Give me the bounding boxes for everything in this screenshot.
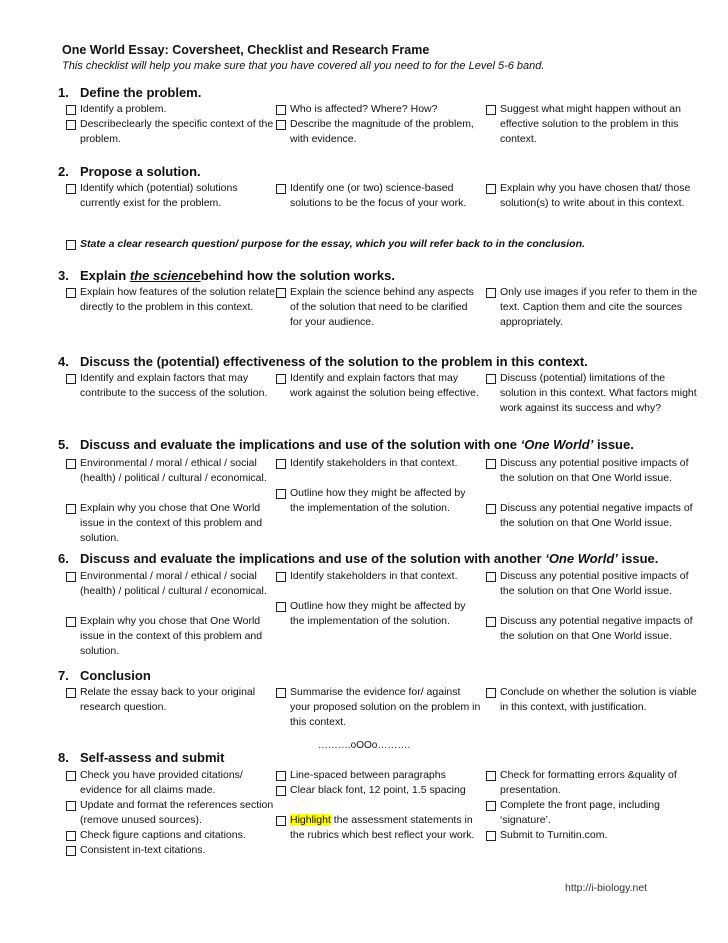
section-4-heading: 4. Discuss the (potential) effectiveness of the solution to the problem in this context. xyxy=(58,354,588,369)
section-2-heading: 2. Propose a solution. xyxy=(58,164,201,179)
research-question-item[interactable]: State a clear research question/ purpose for the essay, which you will refer back to in the conclusion. xyxy=(62,237,720,252)
checkbox-icon[interactable] xyxy=(276,688,286,698)
checkbox-icon[interactable] xyxy=(486,831,496,841)
checkbox-icon[interactable] xyxy=(276,602,286,612)
checklist-item[interactable]: Check figure captions and citations. xyxy=(62,828,280,843)
checkbox-icon[interactable] xyxy=(66,240,76,250)
checkbox-icon[interactable] xyxy=(276,120,286,130)
checkbox-icon[interactable] xyxy=(66,459,76,469)
checklist-item[interactable]: Describe the magnitude of the problem, with evidence. xyxy=(272,117,482,147)
checklist-item[interactable]: Summarise the evidence for/ against your proposed solution on the problem in this context. xyxy=(272,685,482,730)
checkbox-icon[interactable] xyxy=(486,288,496,298)
checkbox-icon[interactable] xyxy=(66,504,76,514)
checkbox-icon[interactable] xyxy=(276,184,286,194)
checkbox-icon[interactable] xyxy=(276,374,286,384)
footer-url[interactable]: http://i-biology.net xyxy=(565,882,648,894)
checklist-item[interactable]: Identify one (or two) science-based solutions to be the focus of your work. xyxy=(272,181,482,211)
checkbox-icon[interactable] xyxy=(66,831,76,841)
checkbox-icon[interactable] xyxy=(66,771,76,781)
checklist-item[interactable]: Outline how they might be affected by the implementation of the solution. xyxy=(272,486,482,516)
section-8-heading: 8. Self-assess and submit xyxy=(58,750,225,765)
checkbox-icon[interactable] xyxy=(66,105,76,115)
checkbox-icon[interactable] xyxy=(276,816,286,826)
checkbox-icon[interactable] xyxy=(66,846,76,856)
document-title: One World Essay: Coversheet, Checklist and Research Frame xyxy=(62,43,430,57)
checklist-item[interactable]: Identify and explain factors that may work against the solution being effective. xyxy=(272,371,482,401)
checkbox-icon[interactable] xyxy=(66,120,76,130)
checkbox-icon[interactable] xyxy=(276,489,286,499)
checklist-item[interactable]: Who is affected? Where? How? xyxy=(272,102,482,117)
checklist-item[interactable]: Environmental / moral / ethical / social (health) / political / cultural / economical. xyxy=(62,456,280,486)
checklist-item[interactable]: Check you have provided citations/ evidence for all claims made. xyxy=(62,768,280,798)
checkbox-icon[interactable] xyxy=(486,504,496,514)
section-1-heading: 1. Define the problem. xyxy=(58,85,202,100)
checklist-item[interactable]: Explain the science behind any aspects of the solution that need to be clarified for your audience. xyxy=(272,285,482,330)
checklist-item[interactable]: Only use images if you refer to them in the text. Caption them and cite the sources appropriately. xyxy=(482,285,700,330)
checklist-item[interactable]: Check for formatting errors &quality of presentation. xyxy=(482,768,700,798)
checkbox-icon[interactable] xyxy=(276,288,286,298)
checkbox-icon[interactable] xyxy=(486,771,496,781)
checklist-item[interactable]: Identify stakeholders in that context. xyxy=(272,456,482,471)
section-divider: ……….oOOo………. xyxy=(317,740,411,751)
checklist-item[interactable]: Suggest what might happen without an effective solution to the problem in this context. xyxy=(482,102,700,147)
checklist-item[interactable]: Explain why you chose that One World issue in the context of this problem and solution. xyxy=(62,501,280,546)
checkbox-icon[interactable] xyxy=(486,459,496,469)
checklist-item[interactable]: Relate the essay back to your original research question. xyxy=(62,685,280,715)
checkbox-icon[interactable] xyxy=(66,374,76,384)
checkbox-icon[interactable] xyxy=(66,572,76,582)
checklist-item[interactable]: Highlight the assessment statements in the rubrics which best reflect your work. xyxy=(272,813,482,843)
checklist-item[interactable]: Line-spaced between paragraphs xyxy=(272,768,482,783)
checklist-item[interactable]: Environmental / moral / ethical / social (health) / political / cultural / economical. xyxy=(62,569,280,599)
checklist-item[interactable]: Outline how they might be affected by the implementation of the solution. xyxy=(272,599,482,629)
checklist-item[interactable]: Conclude on whether the solution is viable in this context, with justification. xyxy=(482,685,700,715)
checklist-item[interactable]: Discuss any potential positive impacts of the solution on that One World issue. xyxy=(482,456,700,486)
section-3-heading: 3. Explain the sciencebehind how the solution works. xyxy=(58,268,395,283)
checkbox-icon[interactable] xyxy=(66,688,76,698)
checklist-item[interactable]: Submit to Turnitin.com. xyxy=(482,828,700,843)
checkbox-icon[interactable] xyxy=(66,801,76,811)
checkbox-icon[interactable] xyxy=(276,105,286,115)
highlighted-word: Highlight xyxy=(290,814,331,826)
checklist-item[interactable]: Complete the front page, including ‘signature’. xyxy=(482,798,700,828)
checklist-item[interactable]: Clear black font, 12 point, 1.5 spacing xyxy=(272,783,482,798)
checkbox-icon[interactable] xyxy=(66,288,76,298)
checkbox-icon[interactable] xyxy=(486,801,496,811)
checklist-item[interactable]: Discuss (potential) limitations of the solution in this context. What factors might work against its success and why? xyxy=(482,371,700,416)
checkbox-icon[interactable] xyxy=(276,459,286,469)
checkbox-icon[interactable] xyxy=(66,184,76,194)
checklist-item[interactable]: Discuss any potential negative impacts of the solution on that One World issue. xyxy=(482,614,700,644)
document-subtitle: This checklist will help you make sure that you have covered all you need to for the Level 5-6 band. xyxy=(62,60,545,72)
checklist-item[interactable]: Identify stakeholders in that context. xyxy=(272,569,482,584)
checklist-item[interactable]: Update and format the references section (remove unused sources). xyxy=(62,798,280,828)
checkbox-icon[interactable] xyxy=(276,786,286,796)
checkbox-icon[interactable] xyxy=(486,617,496,627)
checkbox-icon[interactable] xyxy=(66,617,76,627)
checkbox-icon[interactable] xyxy=(486,184,496,194)
checklist-item[interactable]: Explain how features of the solution relate directly to the problem in this context. xyxy=(62,285,280,315)
checkbox-icon[interactable] xyxy=(486,105,496,115)
section-7-heading: 7. Conclusion xyxy=(58,668,151,683)
checkbox-icon[interactable] xyxy=(486,572,496,582)
checkbox-icon[interactable] xyxy=(486,374,496,384)
checklist-item[interactable]: Identify which (potential) solutions currently exist for the problem. xyxy=(62,181,280,211)
checkbox-icon[interactable] xyxy=(486,688,496,698)
checklist-item[interactable]: Describeclearly the specific context of the problem. xyxy=(62,117,280,147)
checklist-item[interactable]: Discuss any potential negative impacts of the solution on that One World issue. xyxy=(482,501,700,531)
section-5-heading: 5. Discuss and evaluate the implications and use of the solution with one ‘One World’ issue. xyxy=(58,437,634,452)
checklist-item[interactable]: Explain why you chose that One World issue in the context of this problem and solution. xyxy=(62,614,280,659)
checkbox-icon[interactable] xyxy=(276,572,286,582)
checklist-item[interactable]: Consistent in-text citations. xyxy=(62,843,280,858)
section-6-heading: 6. Discuss and evaluate the implications and use of the solution with another ‘One World’ issue. xyxy=(58,551,659,566)
checklist-item[interactable]: Discuss any potential positive impacts of the solution on that One World issue. xyxy=(482,569,700,599)
checklist-item[interactable]: Explain why you have chosen that/ those solution(s) to write about in this context. xyxy=(482,181,700,211)
checklist-item[interactable]: Identify and explain factors that may contribute to the success of the solution. xyxy=(62,371,280,401)
checklist-item[interactable]: Identify a problem. xyxy=(62,102,280,117)
checkbox-icon[interactable] xyxy=(276,771,286,781)
